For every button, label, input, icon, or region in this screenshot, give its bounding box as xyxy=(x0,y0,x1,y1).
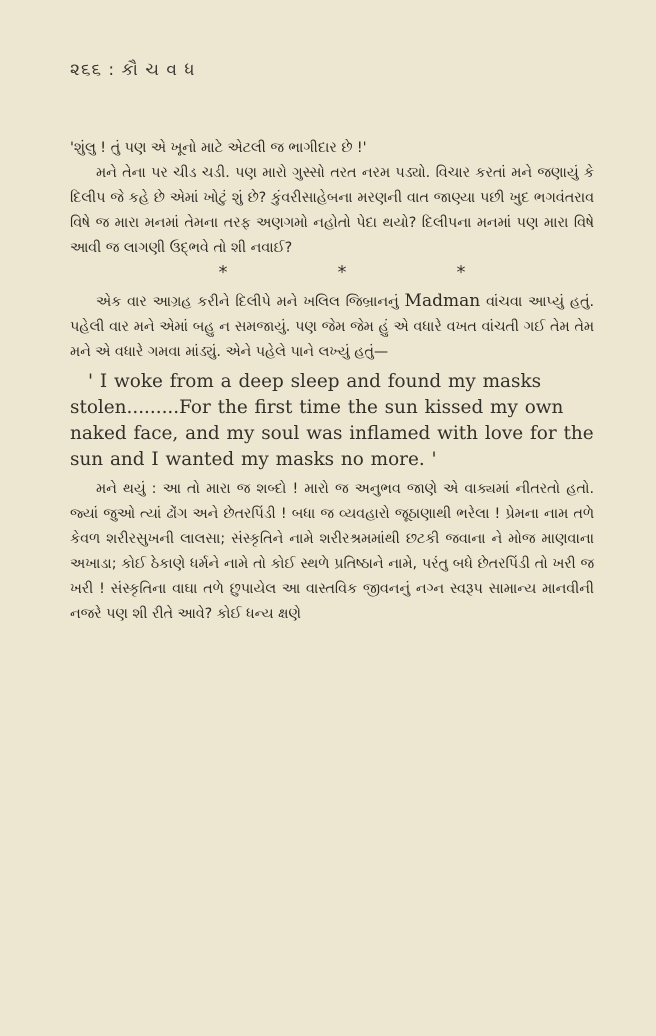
english-quotation: ' I woke from a deep sleep and found my masks stolen.........For the first time the sun kissed my own naked face, and my soul was inflamed with love for the sun and I wanted my masks no more. ' xyxy=(70,371,594,470)
paragraph-2-start: એક વાર આગ્રહ કરીને દિલીપે મને ખલિલ જિબ્રાનનું xyxy=(96,294,399,310)
paragraph-quote: 'શુંલુ ! તું પણ એ ખૂનો માટે એટલી જ ભાગીદાર છે !' xyxy=(70,140,367,156)
paragraph-2 xyxy=(70,289,594,365)
book-title-madman: Madman xyxy=(404,291,481,311)
paragraph-2-end: વાંચવા આપ્યું હતું. પહેલી વાર મને એમાં બહુ ન સમજાયું. પણ જેમ જેમ હું એ વધારે વખત વાંચતી ગઈ તેમ તેમ મને એ વધારે ગમવા માંડ્યું. એને પહેલે પાને લખ્યું હતું— xyxy=(70,294,595,360)
star-2: * xyxy=(337,262,347,283)
paragraph-3: મને થયું : આ તો મારા જ શબ્દો ! મારો જ અનુભવ જાણે એ વાક્યમાં નીતરતો હતો. જ્યાં જુઓ ત્યાં ઢોંગ અને છેતરપિંડી ! બધા જ વ્યવહારો જૂઠાણાથી ભરેલા ! પ્રેમના નામ તળે કેવળ શરીરસુખની લાલસા; સંસ્કૃતિને નામે શરીરશ્રમમાંથી છટકી જવાના ને મોજ માણવાના અખાડા; કોઈ ઠેકાણે ધર્મને નામે તો કોઈ સ્થળે પ્રતિષ્ઠાને નામે, પરંતુ બધે છેતરપિંડી તો ખરી જ ખરી ! સંસ્કૃતિના વાઘા તળે છુપાયેલ આ વાસ્તવિક જીવનનું નગ્ન સ્વરૂપ સામાન્ય માનવીની નજરે પણ શી રીતે આવે? કોઈ ધન્ય ક્ષણે xyxy=(70,481,594,622)
star-1: * xyxy=(218,262,228,283)
running-head: ૨૬૬ : કૌ ચ વ ધ xyxy=(70,60,196,80)
paragraph-1: મને તેના પર ચીડ ચડી. પણ મારો ગુસ્સો તરત નરમ પડ્યો. વિચાર કરતાં મને જણાયું કે દિલીપ જે કહે છે એમાં ખોટું શું છે? કુંવરીસાહેબના મરણની વાત જાણ્યા પછી ખુદ ભગવંતરાવ વિષે જ મારા મનમાં તેમના તરફ અણગમો નહોતો પેદા થયો? દિલીપના મનમાં પણ મારા વિષે આવી જ લાગણી ઉદ્ભવે તો શી નવાઈ? xyxy=(70,165,594,256)
star-3: * xyxy=(456,262,466,283)
section-break xyxy=(70,261,594,285)
